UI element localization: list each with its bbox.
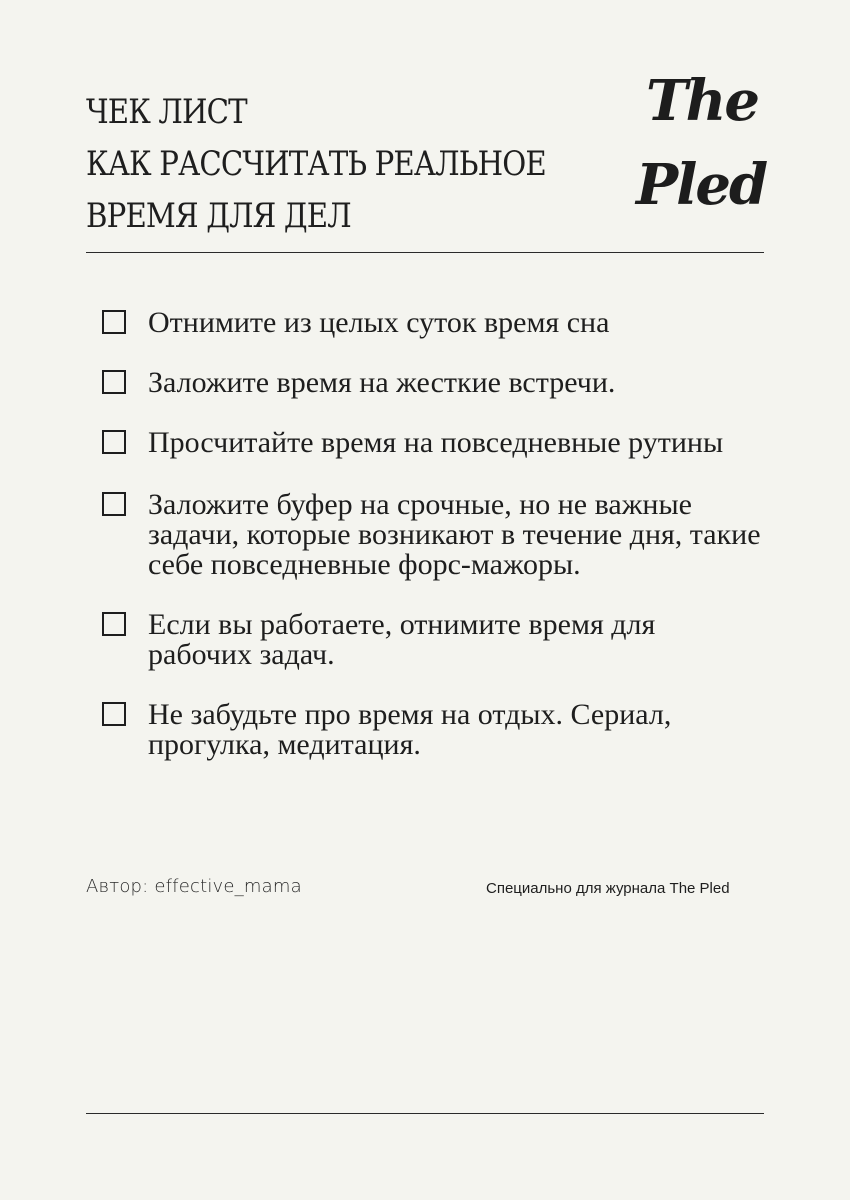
the-pled-logo — [636, 60, 786, 220]
checklist-item-text: Отнимите из целых суток время сна — [148, 306, 610, 339]
checkbox[interactable] — [102, 430, 126, 454]
checklist-item-text: Просчитайте время на повседневные рутины — [148, 426, 724, 459]
title-line-3: ВРЕМЯ ДЛЯ ДЕЛ — [86, 196, 351, 236]
journal-credit: Специально для журнала The Pled — [486, 880, 730, 897]
title-line-1: ЧЕК ЛИСТ — [86, 92, 247, 132]
checkbox[interactable] — [102, 612, 126, 636]
checklist-item — [102, 610, 762, 670]
checklist-item — [102, 368, 762, 398]
checklist-item-text: Заложите буфер на срочные, но не важные задачи, которые возникают в течение дня, такие себе повседневные форс-мажоры. — [148, 488, 761, 581]
checkbox[interactable] — [102, 702, 126, 726]
checklist-item — [102, 490, 762, 580]
checklist-item-text: Не забудьте про время на отдых. Сериал, прогулка, медитация. — [148, 698, 672, 761]
bottom-divider — [86, 1113, 764, 1114]
checklist-item — [102, 700, 762, 760]
author-credit: Автор: effective_mama — [86, 876, 302, 897]
checkbox[interactable] — [102, 310, 126, 334]
checklist-item-text: Заложите время на жесткие встречи. — [148, 366, 616, 399]
top-divider — [86, 252, 764, 253]
logo-line-pled: Pled — [636, 152, 767, 218]
checklist-item-text: Если вы работаете, отнимите время для рабочих задач. — [148, 608, 656, 671]
logo-line-the: The — [646, 68, 759, 134]
checklist-item — [102, 308, 762, 338]
checkbox[interactable] — [102, 492, 126, 516]
checkbox[interactable] — [102, 370, 126, 394]
page-title — [86, 86, 606, 242]
title-line-2: КАК РАССЧИТАТЬ РЕАЛЬНОЕ — [86, 144, 546, 184]
checklist — [102, 308, 762, 760]
checklist-item — [102, 428, 762, 458]
